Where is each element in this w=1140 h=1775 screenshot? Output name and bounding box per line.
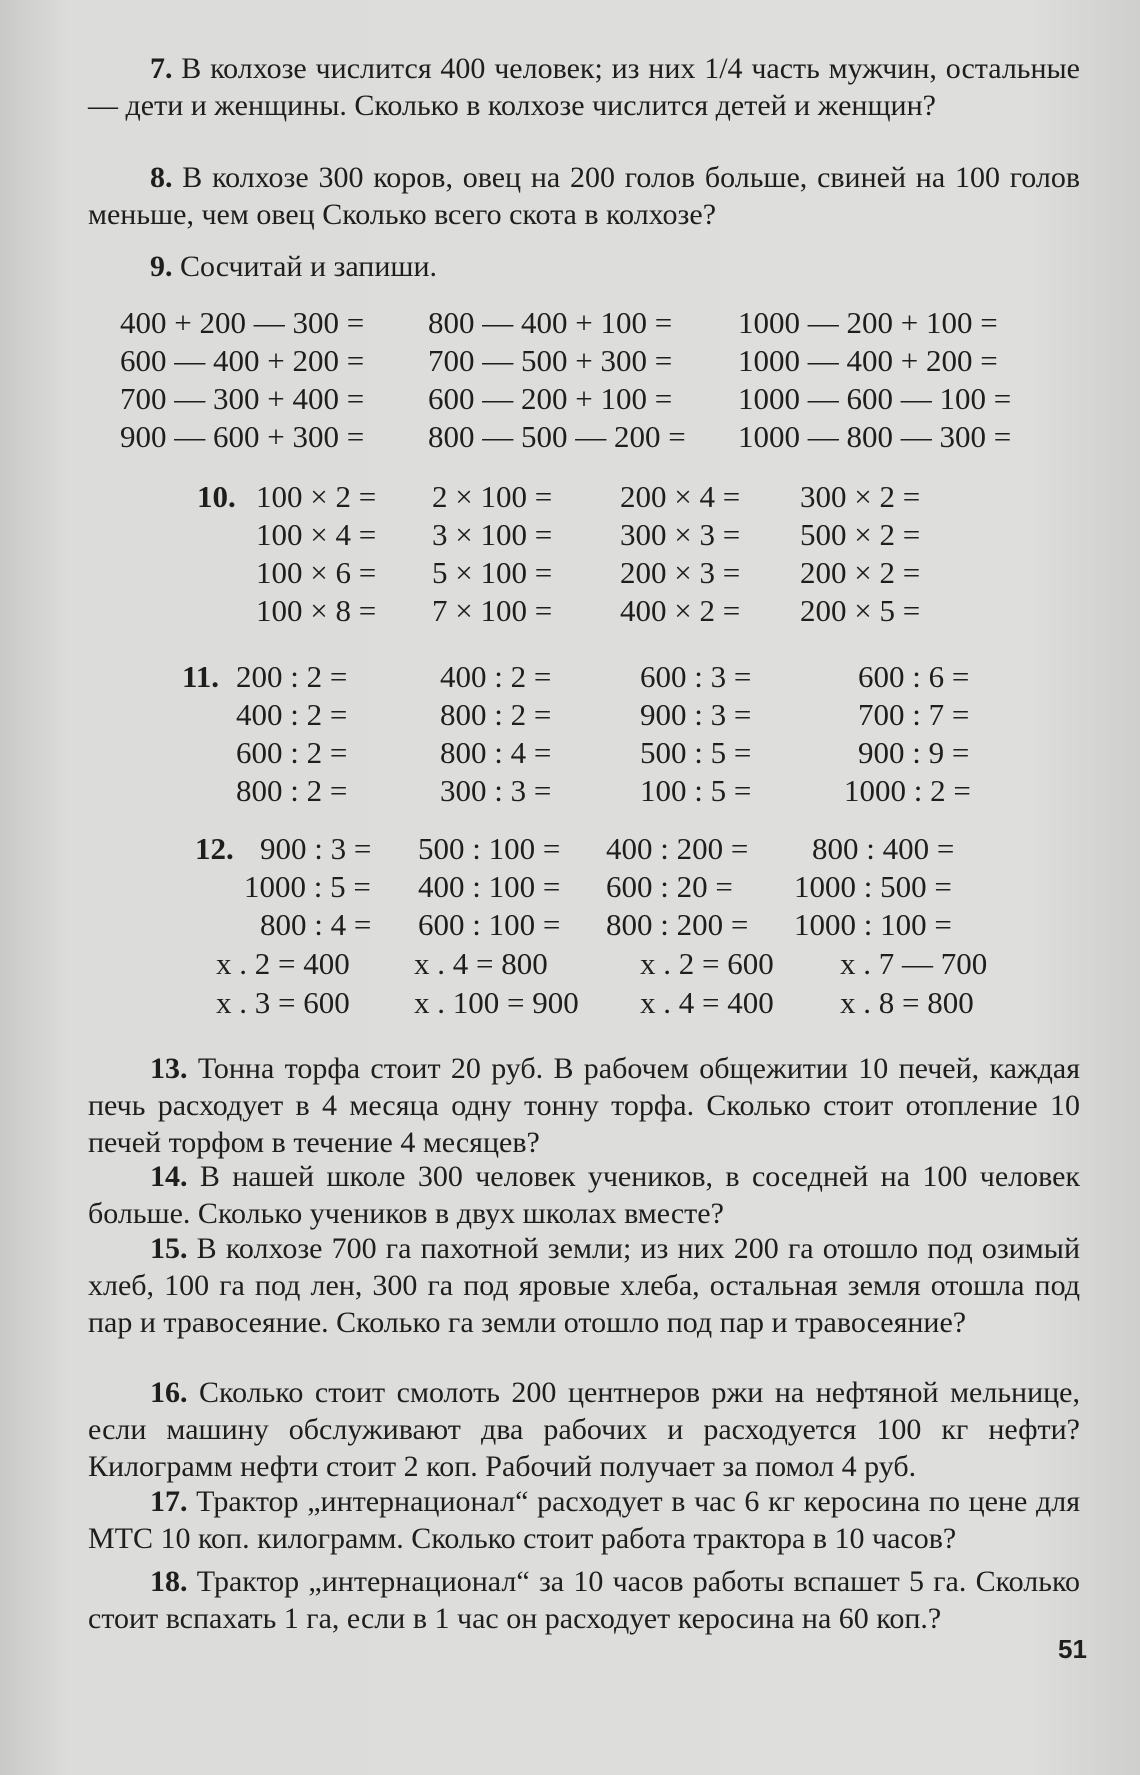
expression: 900 : 9 = bbox=[858, 735, 970, 770]
exercise-number: 11. bbox=[182, 659, 220, 694]
expression: 1000 — 200 + 100 = bbox=[738, 305, 998, 340]
expression: 1000 : 100 = bbox=[794, 907, 952, 942]
problem-15 bbox=[88, 1230, 1080, 1341]
expression: 1000 : 500 = bbox=[794, 869, 952, 904]
expression: 200 : 2 = bbox=[236, 659, 348, 694]
expression: 300 : 3 = bbox=[440, 773, 552, 808]
expression: 1000 — 400 + 200 = bbox=[738, 343, 998, 378]
exercise-number: 10. bbox=[197, 479, 236, 514]
problem-text: В нашей школе 300 человек учеников, в соседней на 100 человек больше. Сколько учеников в двух школах вместе? bbox=[88, 1160, 1081, 1230]
expression: 2 × 100 = bbox=[432, 479, 553, 514]
expression: 300 × 3 = bbox=[620, 517, 741, 552]
exercise-row bbox=[0, 304, 1140, 341]
expression: 600 : 2 = bbox=[236, 735, 348, 770]
expression: 600 — 400 + 200 = bbox=[120, 343, 365, 378]
problem-number: 13. bbox=[150, 1052, 188, 1085]
problem-14 bbox=[88, 1158, 1080, 1232]
exercise-row bbox=[0, 868, 1140, 905]
expression: 100 × 8 = bbox=[256, 593, 377, 628]
expression: 3 × 100 = bbox=[432, 517, 553, 552]
expression: 800 — 400 + 100 = bbox=[428, 305, 673, 340]
expression: 800 — 500 — 200 = bbox=[428, 419, 686, 454]
expression: 600 — 200 + 100 = bbox=[428, 381, 673, 416]
expression: 400 + 200 — 300 = bbox=[120, 305, 365, 340]
expression: 1000 : 2 = bbox=[844, 773, 971, 808]
exercise-row bbox=[0, 984, 1140, 1021]
expression: 800 : 2 = bbox=[440, 697, 552, 732]
expression: 500 × 2 = bbox=[800, 517, 921, 552]
equation: x . 2 = 400 bbox=[216, 946, 350, 981]
problem-16 bbox=[88, 1374, 1080, 1485]
expression: 100 × 4 = bbox=[256, 517, 377, 552]
problem-7 bbox=[88, 50, 1080, 124]
problem-text: Сколько стоит смолоть 200 центнеров ржи на нефтяной мельнице, если машину обслуживают два рабочих и расходуется 100 кг нефти? Килограмм нефти стоит 2 коп. Рабочий получает за помол 4 руб. bbox=[88, 1376, 1081, 1483]
exercise-row bbox=[0, 658, 1140, 695]
problem-8 bbox=[88, 159, 1080, 233]
problem-text: Тонна торфа стоит 20 руб. В рабочем общежитии 10 печей, каждая печь расходует в 4 месяца одну тонну торфа. Сколько стоит отопление 10 печей торфом в течение 4 месяцев? bbox=[88, 1052, 1081, 1159]
equation: x . 8 = 800 bbox=[840, 985, 974, 1020]
exercise-row bbox=[0, 554, 1140, 591]
expression: 400 : 2 = bbox=[236, 697, 348, 732]
problem-18 bbox=[88, 1563, 1080, 1637]
page-number: 51 bbox=[1058, 1634, 1087, 1664]
problem-13 bbox=[88, 1050, 1080, 1161]
expression: 900 — 600 + 300 = bbox=[120, 419, 365, 454]
expression: 400 : 100 = bbox=[418, 869, 561, 904]
exercise-row bbox=[0, 418, 1140, 455]
expression: 800 : 200 = bbox=[606, 907, 749, 942]
expression: 200 × 2 = bbox=[800, 555, 921, 590]
problem-text: Трактор „интернационал“ за 10 часов работы вспашет 5 га. Сколько стоит вспахать 1 га, если в 1 час он расходует керосина на 60 коп.? bbox=[88, 1565, 1080, 1635]
problem-number: 17. bbox=[150, 1485, 188, 1518]
equation: x . 100 = 900 bbox=[414, 985, 579, 1020]
expression: 900 : 3 = bbox=[640, 697, 752, 732]
problem-text: В колхозе числится 400 человек; из них 1/4 часть мужчин, остальные — дети и женщины. Сколько в колхозе числится детей и женщин? bbox=[88, 52, 1080, 122]
expression: 700 — 500 + 300 = bbox=[428, 343, 673, 378]
problem-number: 16. bbox=[150, 1376, 188, 1409]
problem-number: 8. bbox=[150, 161, 173, 194]
exercise-row bbox=[0, 734, 1140, 771]
expression: 600 : 100 = bbox=[418, 907, 561, 942]
equation: x . 4 = 400 bbox=[640, 985, 774, 1020]
expression: 500 : 100 = bbox=[418, 831, 561, 866]
expression: 200 × 4 = bbox=[620, 479, 741, 514]
expression: 800 : 400 = bbox=[812, 831, 955, 866]
expression: 200 × 3 = bbox=[620, 555, 741, 590]
expression: 400 : 2 = bbox=[440, 659, 552, 694]
expression: 400 : 200 = bbox=[606, 831, 749, 866]
expression: 1000 : 5 = bbox=[244, 869, 371, 904]
exercise-row bbox=[0, 592, 1140, 629]
problem-text: Трактор „интернационал“ расходует в час 6 кг керосина по цене для МТС 10 коп. килограмм. Сколько стоит работа трактора в 10 часов? bbox=[88, 1485, 1081, 1555]
expression: 1000 — 600 — 100 = bbox=[738, 381, 1012, 416]
expression: 900 : 3 = bbox=[260, 831, 372, 866]
expression: 1000 — 800 — 300 = bbox=[738, 419, 1012, 454]
expression: 100 : 5 = bbox=[640, 773, 752, 808]
expression: 800 : 4 = bbox=[440, 735, 552, 770]
expression: 200 × 5 = bbox=[800, 593, 921, 628]
exercise-row bbox=[0, 516, 1140, 553]
expression: 600 : 20 = bbox=[606, 869, 733, 904]
equation: x . 2 = 600 bbox=[640, 946, 774, 981]
equation: x . 7 — 700 bbox=[840, 946, 988, 981]
expression: 100 × 2 = bbox=[256, 479, 377, 514]
expression: 800 : 4 = bbox=[260, 907, 372, 942]
expression: 600 : 3 = bbox=[640, 659, 752, 694]
problem-17 bbox=[88, 1483, 1080, 1557]
exercise-number: 12. bbox=[195, 831, 234, 866]
exercise-row bbox=[0, 945, 1140, 982]
exercise-row bbox=[0, 906, 1140, 943]
problem-text: В колхозе 300 коров, овец на 200 голов больше, свиней на 100 голов меньше, чем овец Сколько всего скота в колхозе? bbox=[88, 161, 1081, 231]
expression: 5 × 100 = bbox=[432, 555, 553, 590]
problem-9 bbox=[88, 248, 1080, 285]
expression: 7 × 100 = bbox=[432, 593, 553, 628]
problem-text: В колхозе 700 га пахотной земли; из них 200 га отошло под озимый хлеб, 100 га под лен, 300 га под яровые хлеба, остальная земля отошла под пар и травосеяние. Сколько га земли отошло под пар и травосеяние? bbox=[88, 1232, 1080, 1339]
exercise-row bbox=[0, 830, 1140, 867]
equation: x . 4 = 800 bbox=[414, 946, 548, 981]
expression: 800 : 2 = bbox=[236, 773, 348, 808]
problem-number: 18. bbox=[150, 1565, 188, 1598]
exercise-row bbox=[0, 342, 1140, 379]
expression: 300 × 2 = bbox=[800, 479, 921, 514]
equation: x . 3 = 600 bbox=[216, 985, 350, 1020]
problem-number: 14. bbox=[150, 1160, 188, 1193]
expression: 600 : 6 = bbox=[858, 659, 970, 694]
problem-text: Сосчитай и запиши. bbox=[180, 250, 438, 283]
exercise-row bbox=[0, 478, 1140, 515]
problem-number: 15. bbox=[150, 1232, 188, 1265]
exercise-row bbox=[0, 772, 1140, 809]
expression: 700 — 300 + 400 = bbox=[120, 381, 365, 416]
expression: 100 × 6 = bbox=[256, 555, 377, 590]
expression: 400 × 2 = bbox=[620, 593, 741, 628]
expression: 700 : 7 = bbox=[858, 697, 970, 732]
exercise-row bbox=[0, 696, 1140, 733]
expression: 500 : 5 = bbox=[640, 735, 752, 770]
problem-number: 9. bbox=[150, 250, 173, 283]
exercise-row bbox=[0, 380, 1140, 417]
problem-number: 7. bbox=[150, 52, 173, 85]
